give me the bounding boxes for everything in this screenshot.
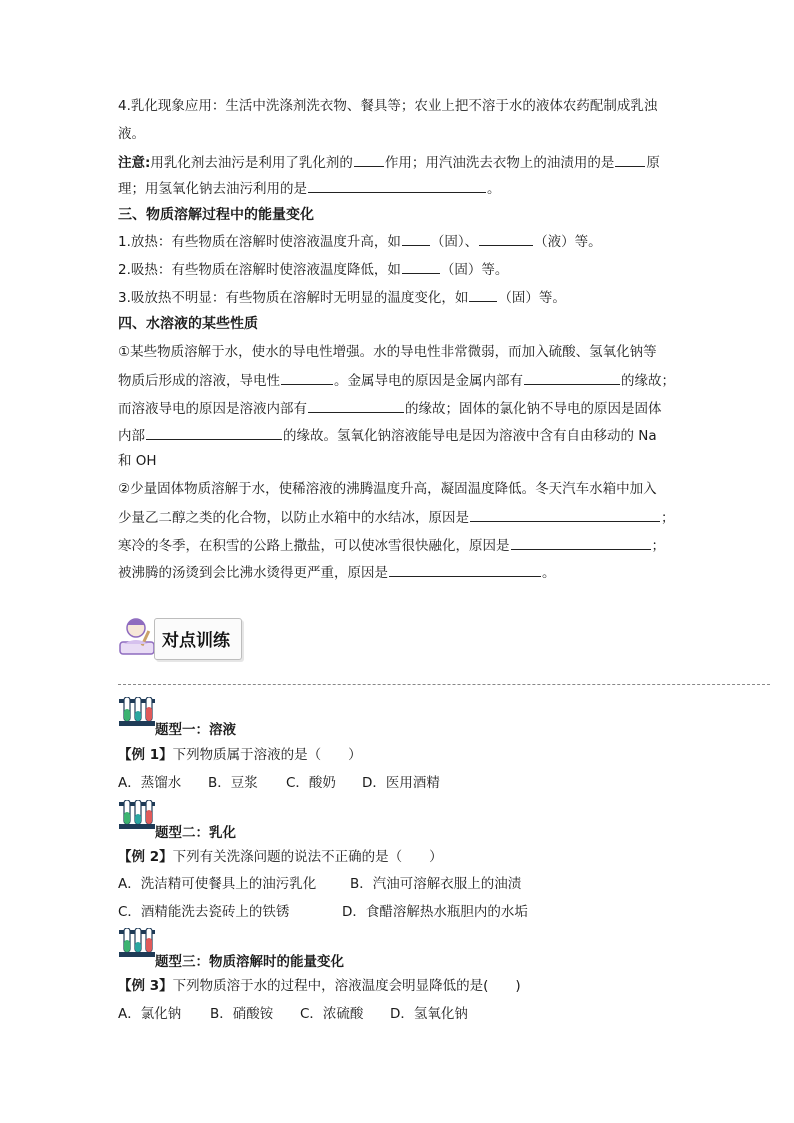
q1-options (118, 773, 440, 793)
sec4-l8-end: ； (651, 538, 665, 554)
sec3-l1-mid: （固）、 (430, 234, 479, 250)
q1-option-c[interactable]: C．酸奶 (286, 775, 336, 791)
type3-title: 题型三：物质溶解时的能量变化 (155, 954, 344, 970)
blank-heat-liquid[interactable] (479, 231, 533, 246)
q3-option-c[interactable]: C．浓硫酸 (300, 1006, 364, 1022)
sec4-l4-text: 内部 (118, 428, 145, 444)
sec4-line3 (118, 398, 662, 419)
q2-options-row1 (118, 874, 521, 894)
note-line2 (118, 178, 501, 199)
test-tube-rack-icon (118, 800, 158, 830)
blank-heat-solid[interactable] (402, 231, 430, 246)
sec4-l2-end: 的缘故； (621, 373, 675, 389)
test-tube-rack-icon (118, 928, 158, 958)
blank-gasoline[interactable] (615, 152, 645, 167)
sec3-l3-end: （固）等。 (498, 290, 566, 306)
p4-line1: 4.乳化现象应用：生活中洗涤剂洗衣物、餐具等；农业上把不溶于水的液体农药配制成乳浊 (118, 98, 658, 114)
q1-stem (118, 745, 362, 765)
sec3-l1-text: 1.放热：有些物质在溶解时使溶液温度升高，如 (118, 234, 401, 250)
sec4-l7-text: 少量乙二醇之类的化合物，以防止水箱中的水结冰，原因是 (118, 510, 469, 526)
section-4-title: 四、水溶液的某些性质 (118, 316, 258, 332)
sec4-l4-end: 的缘故。氢氧化钠溶液能导电是因为溶液中含有自由移动的 Na (283, 428, 657, 444)
sec3-line2 (118, 259, 508, 280)
note-line1 (118, 152, 660, 173)
sec4-line9 (118, 562, 556, 583)
q3-label: 【例 3】 (118, 978, 173, 994)
note-text-2: 作用；用汽油洗去衣物上的油渍用的是 (384, 155, 615, 171)
sec4-line5: 和 OH (118, 453, 157, 469)
blank-soup-reason[interactable] (389, 562, 541, 577)
q2-label: 【例 2】 (118, 849, 173, 865)
sec4-l2-mid: 。金属导电的原因是金属内部有 (334, 373, 523, 389)
sec3-l1-end: （液）等。 (534, 234, 602, 250)
q3-options (118, 1004, 468, 1024)
sec4-l9-end: 。 (542, 565, 556, 581)
q3-text: 下列物质溶于水的过程中，溶液温度会明显降低的是( ) (172, 978, 521, 994)
sec3-l2-text: 2.吸热：有些物质在溶解时使溶液温度降低，如 (118, 262, 401, 278)
blank-conductivity[interactable] (281, 370, 333, 385)
sec4-l3-end: 的缘故；固体的氯化钠不导电的原因是固体 (405, 401, 662, 417)
p4-line2: 液。 (118, 126, 145, 142)
blank-metal-reason[interactable] (524, 370, 620, 385)
q1-option-d[interactable]: D．医用酒精 (362, 775, 440, 791)
blank-emulsify[interactable] (354, 152, 384, 167)
q2-option-b[interactable]: B．汽油可溶解衣服上的油渍 (350, 876, 522, 892)
q3-option-d[interactable]: D．氢氧化钠 (390, 1006, 468, 1022)
sec4-line2 (118, 370, 675, 391)
banner-title: 对点训练 (162, 631, 230, 651)
q2-option-a[interactable]: A．洗洁精可使餐具上的油污乳化 (118, 876, 317, 892)
note-text-3: 原 (646, 155, 660, 171)
sec4-line6: ②少量固体物质溶解于水，使稀溶液的沸腾温度升高，凝固温度降低。冬天汽车水箱中加入 (118, 481, 657, 497)
blank-naoh[interactable] (308, 178, 486, 193)
q3-stem (118, 976, 521, 996)
sec4-l8-text: 寒冷的冬季，在积雪的公路上撒盐，可以使冰雪很快融化，原因是 (118, 538, 510, 554)
sec4-l7-end: ； (661, 510, 675, 526)
q3-option-a[interactable]: A．氯化钠 (118, 1006, 182, 1022)
blank-neutral-solid[interactable] (469, 287, 497, 302)
blank-antifreeze-reason[interactable] (470, 507, 660, 522)
type2-title: 题型二：乳化 (155, 825, 236, 841)
blank-absorb-solid[interactable] (402, 259, 440, 274)
note-text-1: 用乳化剂去油污是利用了乳化剂的 (150, 155, 353, 171)
sec3-line3 (118, 287, 566, 308)
sec4-line8 (118, 535, 665, 556)
practice-banner (118, 612, 242, 658)
type1-title: 题型一：溶液 (155, 722, 236, 738)
blank-salt-reason[interactable] (511, 535, 651, 550)
blank-nacl-reason[interactable] (146, 425, 282, 440)
section-3-title: 三、物质溶解过程中的能量变化 (118, 207, 314, 223)
q2-options-row2 (118, 902, 528, 922)
q3-option-b[interactable]: B．硝酸铵 (210, 1006, 274, 1022)
q2-option-d[interactable]: D．食醋溶解热水瓶胆内的水垢 (342, 904, 528, 920)
student-icon (118, 612, 158, 658)
sec4-l9-text: 被沸腾的汤烫到会比沸水烫得更严重，原因是 (118, 565, 388, 581)
q2-stem (118, 847, 443, 867)
note-text-4: 理；用氢氧化钠去油污利用的是 (118, 181, 307, 197)
q1-option-b[interactable]: B．豆浆 (208, 775, 258, 791)
q2-text: 下列有关洗涤问题的说法不正确的是（ ） (172, 849, 443, 865)
blank-solution-reason[interactable] (308, 398, 404, 413)
q2-option-c[interactable]: C．酒精能洗去瓷砖上的铁锈 (118, 904, 290, 920)
sec4-l2-text: 物质后形成的溶液，导电性 (118, 373, 280, 389)
q1-label: 【例 1】 (118, 747, 173, 763)
sec4-l3-text: 而溶液导电的原因是溶液内部有 (118, 401, 307, 417)
test-tube-rack-icon (118, 697, 158, 727)
sec4-line7 (118, 507, 675, 528)
sec4-line1: ①某些物质溶解于水，使水的导电性增强。水的导电性非常微弱，而加入硫酸、氢氧化钠等 (118, 344, 657, 360)
sec3-l2-end: （固）等。 (440, 262, 509, 278)
q1-option-a[interactable]: A．蒸馏水 (118, 775, 182, 791)
note-label: 注意: (118, 155, 151, 171)
sec3-l3-text: 3.吸放热不明显：有些物质在溶解时无明显的温度变化，如 (118, 290, 469, 306)
sec4-line4 (118, 425, 657, 446)
dotted-divider (118, 684, 770, 685)
q1-text: 下列物质属于溶液的是（ ） (172, 747, 362, 763)
note-text-5: 。 (487, 181, 501, 197)
sec3-line1 (118, 231, 602, 252)
